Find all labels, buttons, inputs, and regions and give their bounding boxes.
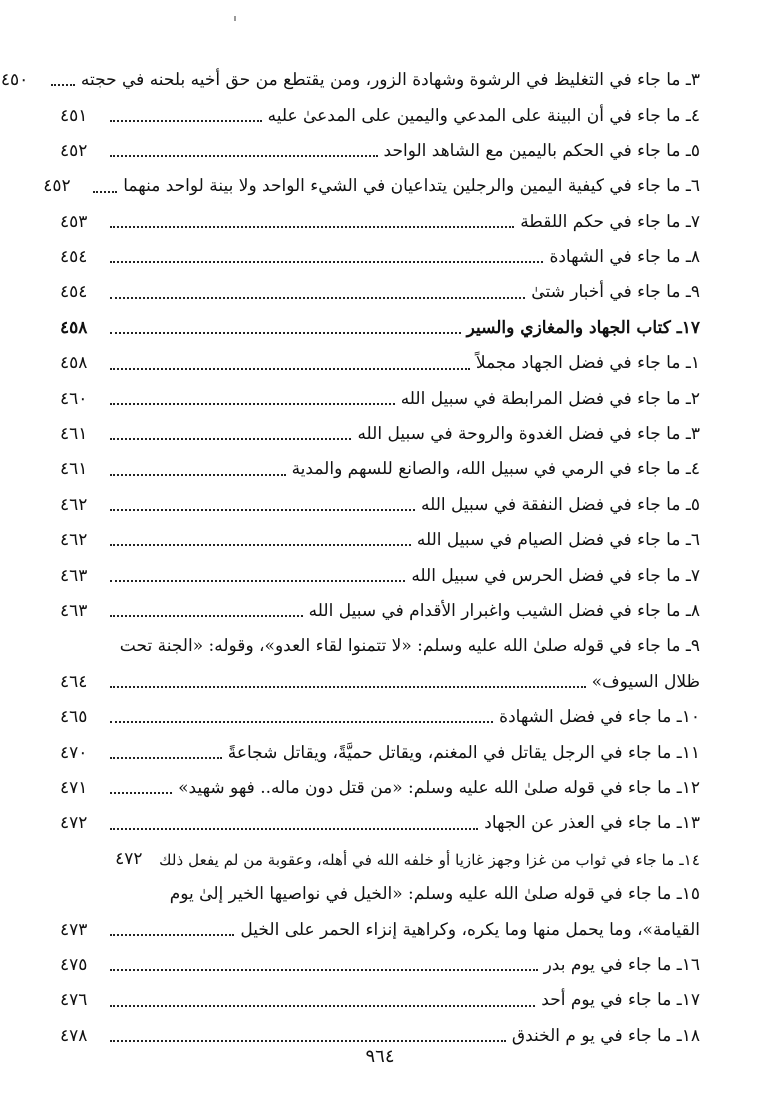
dot-leader	[110, 544, 411, 546]
toc-entry-continuation	[60, 658, 700, 693]
toc-entry-page: ٤٦١	[60, 424, 88, 445]
dot-leader	[110, 155, 378, 157]
dot-leader	[110, 120, 262, 122]
dot-leader	[110, 828, 478, 830]
toc-entry	[60, 835, 700, 870]
dot-leader	[110, 1040, 506, 1042]
toc-entry-first-line	[60, 870, 700, 905]
toc-entry-page: ٤٥١	[60, 105, 88, 126]
toc-entry-page: ٤٥٤	[60, 282, 88, 303]
toc-entry	[60, 941, 700, 976]
toc-entry-title: ٧ـ ما جاء في فضل الحرس في سبيل الله	[411, 565, 700, 586]
dot-leader	[110, 403, 395, 405]
toc-entry-title: ١٤ـ ما جاء في ثواب من غزا وجهز غازيا أو خلفه الله في أهله، وعقوبة من لم يفعل ذلك	[159, 850, 700, 869]
toc-entry-title: ١٨ـ ما جاء في يو م الخندق	[511, 1025, 700, 1046]
dot-leader	[93, 191, 117, 193]
toc-entry	[60, 976, 700, 1011]
toc-entry-page: ٤٧٨	[60, 1025, 88, 1046]
toc-entry-page: ٤٥٣	[60, 211, 88, 232]
toc-entry-title: ٦ـ ما جاء في كيفية اليمين والرجلين يتداعيان في الشيء الواحد ولا بينة لواحد منهما	[123, 176, 700, 197]
toc-entry-page: ٤٦٢	[60, 530, 88, 551]
toc-entry	[60, 693, 700, 728]
toc-entry-page: ٤٦٠	[60, 388, 88, 409]
dot-leader	[110, 438, 351, 440]
toc-entry-title: ٣ـ ما جاء في التغليظ في الرشوة وشهادة الزور، ومن يقتطع من حق أخيه بلحنه في حجته	[80, 70, 700, 91]
toc-entry	[60, 516, 700, 551]
toc-entry-first-line	[60, 622, 700, 657]
toc-entry-title: ١ـ ما جاء في فضل الجهاد مجملاً	[475, 353, 700, 374]
toc-entry	[60, 481, 700, 516]
toc-entry-title-continued: القيامة»، وما يحمل منها وما يكره، وكراهية إنزاء الحمر على الخيل	[240, 919, 700, 940]
toc-entry-page: ٤٧٥	[60, 954, 88, 975]
toc-entry-title: ١٦ـ ما جاء في يوم بدر	[543, 954, 700, 975]
toc-entry-title: ٢ـ ما جاء في فضل المرابطة في سبيل الله	[400, 388, 700, 409]
toc-entry	[60, 587, 700, 622]
toc-entry-continuation	[60, 905, 700, 940]
toc-entry-page: ٤٧٠	[60, 742, 88, 763]
dot-leader	[110, 721, 493, 723]
toc-entry-page: ٤٦٤	[60, 671, 88, 692]
toc-entry-title: ٨ـ ما جاء في الشهادة	[549, 247, 700, 268]
dot-leader	[110, 474, 286, 476]
dot-leader	[110, 226, 514, 228]
toc-entry-title: ٩ـ ما جاء في أخبار شتىٰ	[531, 282, 700, 303]
dot-leader	[110, 1005, 535, 1007]
dot-leader	[110, 792, 172, 794]
toc-entry-title: ١٧ـ ما جاء في يوم أحد	[541, 990, 700, 1011]
toc-entry-title: ٤ـ ما جاء في أن البينة على المدعي واليمين على المدعىٰ عليه	[267, 105, 700, 126]
toc-entry-title: ١١ـ ما جاء في الرجل يقاتل في المغنم، ويقاتل حميَّةً، ويقاتل شجاعةً	[227, 742, 700, 763]
dot-leader	[110, 332, 461, 334]
toc-entry-title: ١٣ـ ما جاء في العذر عن الجهاد	[484, 813, 700, 834]
toc-entry-title: ٩ـ ما جاء في قوله صلىٰ الله عليه وسلم: «لا تتمنوا لقاء العدو»، وقوله: «الجنة تحت	[119, 636, 700, 657]
toc-entry	[60, 339, 700, 374]
toc-entry-page: ٤٥٨	[60, 353, 88, 374]
toc-entry-title: ٣ـ ما جاء في فضل الغدوة والروحة في سبيل الله	[357, 424, 700, 445]
dot-leader	[110, 368, 470, 370]
toc-entry-page: ٤٧١	[60, 777, 88, 798]
toc-entry-title: ٤ـ ما جاء في الرمي في سبيل الله، والصانع للسهم والمدية	[291, 459, 700, 480]
toc-entry	[60, 1012, 700, 1047]
scan-speck	[234, 16, 236, 21]
toc-entry	[60, 375, 700, 410]
toc-entry-title: ٧ـ ما جاء في حكم اللقطة	[520, 211, 700, 232]
toc-chapter-heading	[60, 304, 700, 339]
toc-entry-page: ٤٥٤	[60, 247, 88, 268]
toc-entry-title: ١٢ـ ما جاء في قوله صلىٰ الله عليه وسلم: «من قتل دون ماله.. فهو شهيد»	[178, 777, 700, 798]
toc-entry-page: ٤٥٢	[43, 176, 71, 197]
toc-entry-title: ٨ـ ما جاء في فضل الشيب واغبرار الأقدام في سبيل الله	[308, 601, 700, 621]
page-number: ٩٦٤	[365, 1046, 395, 1067]
toc-entry	[60, 198, 700, 233]
toc-entry-page: ٤٧٢	[115, 848, 143, 869]
toc-entry-page: ٤٦٣	[60, 601, 88, 621]
toc-entry-title: ١٠ـ ما جاء في فضل الشهادة	[499, 707, 700, 728]
dot-leader	[110, 969, 538, 971]
toc-entry	[60, 410, 700, 445]
dot-leader	[110, 261, 543, 263]
toc-entry-page: ٤٦٥	[60, 707, 88, 728]
toc-entry-title: ٦ـ ما جاء في فضل الصيام في سبيل الله	[416, 530, 700, 551]
dot-leader	[51, 84, 75, 86]
toc-entry	[43, 162, 700, 197]
toc-entry	[60, 127, 700, 162]
toc-entry-page: ٤٦٣	[60, 565, 88, 586]
dot-leader	[110, 509, 415, 511]
toc-entry-title: ١٥ـ ما جاء في قوله صلىٰ الله عليه وسلم: «الخيل في نواصيها الخير إلىٰ يوم	[169, 884, 700, 905]
dot-leader	[110, 297, 525, 299]
toc-entry-page: ٤٥٢	[60, 140, 88, 161]
toc-entry	[60, 445, 700, 480]
toc-entry	[60, 233, 700, 268]
dot-leader	[110, 686, 586, 688]
toc-entry-title: ٥ـ ما جاء في فضل النفقة في سبيل الله	[420, 494, 700, 515]
dot-leader	[110, 615, 303, 617]
toc-entry-page: ٤٥٠	[0, 70, 29, 91]
toc-entry	[60, 728, 700, 763]
dot-leader	[110, 934, 234, 936]
toc-entry-title-continued: ظلال السيوف»	[591, 671, 700, 692]
toc-entry-title: ١٧ـ كتاب الجهاد والمغازي والسير	[466, 317, 700, 338]
toc-entry	[60, 268, 700, 303]
dot-leader	[110, 580, 405, 582]
toc-entry-page: ٤٧٢	[60, 813, 88, 834]
toc-entry	[60, 551, 700, 586]
toc-entry-page: ٤٧٦	[60, 990, 88, 1011]
toc-entry	[60, 91, 700, 126]
dot-leader	[110, 757, 222, 759]
toc-entry	[60, 764, 700, 799]
toc-entry-title: ٥ـ ما جاء في الحكم باليمين مع الشاهد الواحد	[383, 140, 700, 161]
toc-entry-page: ٤٧٣	[60, 919, 88, 940]
toc-entry	[0, 56, 700, 91]
toc-entry-page: ٤٦١	[60, 459, 88, 480]
toc-entry-page: ٤٦٢	[60, 494, 88, 515]
toc-entry	[60, 799, 700, 834]
toc-entry-page: ٤٥٨	[60, 317, 88, 338]
table-of-contents	[0, 56, 700, 1047]
